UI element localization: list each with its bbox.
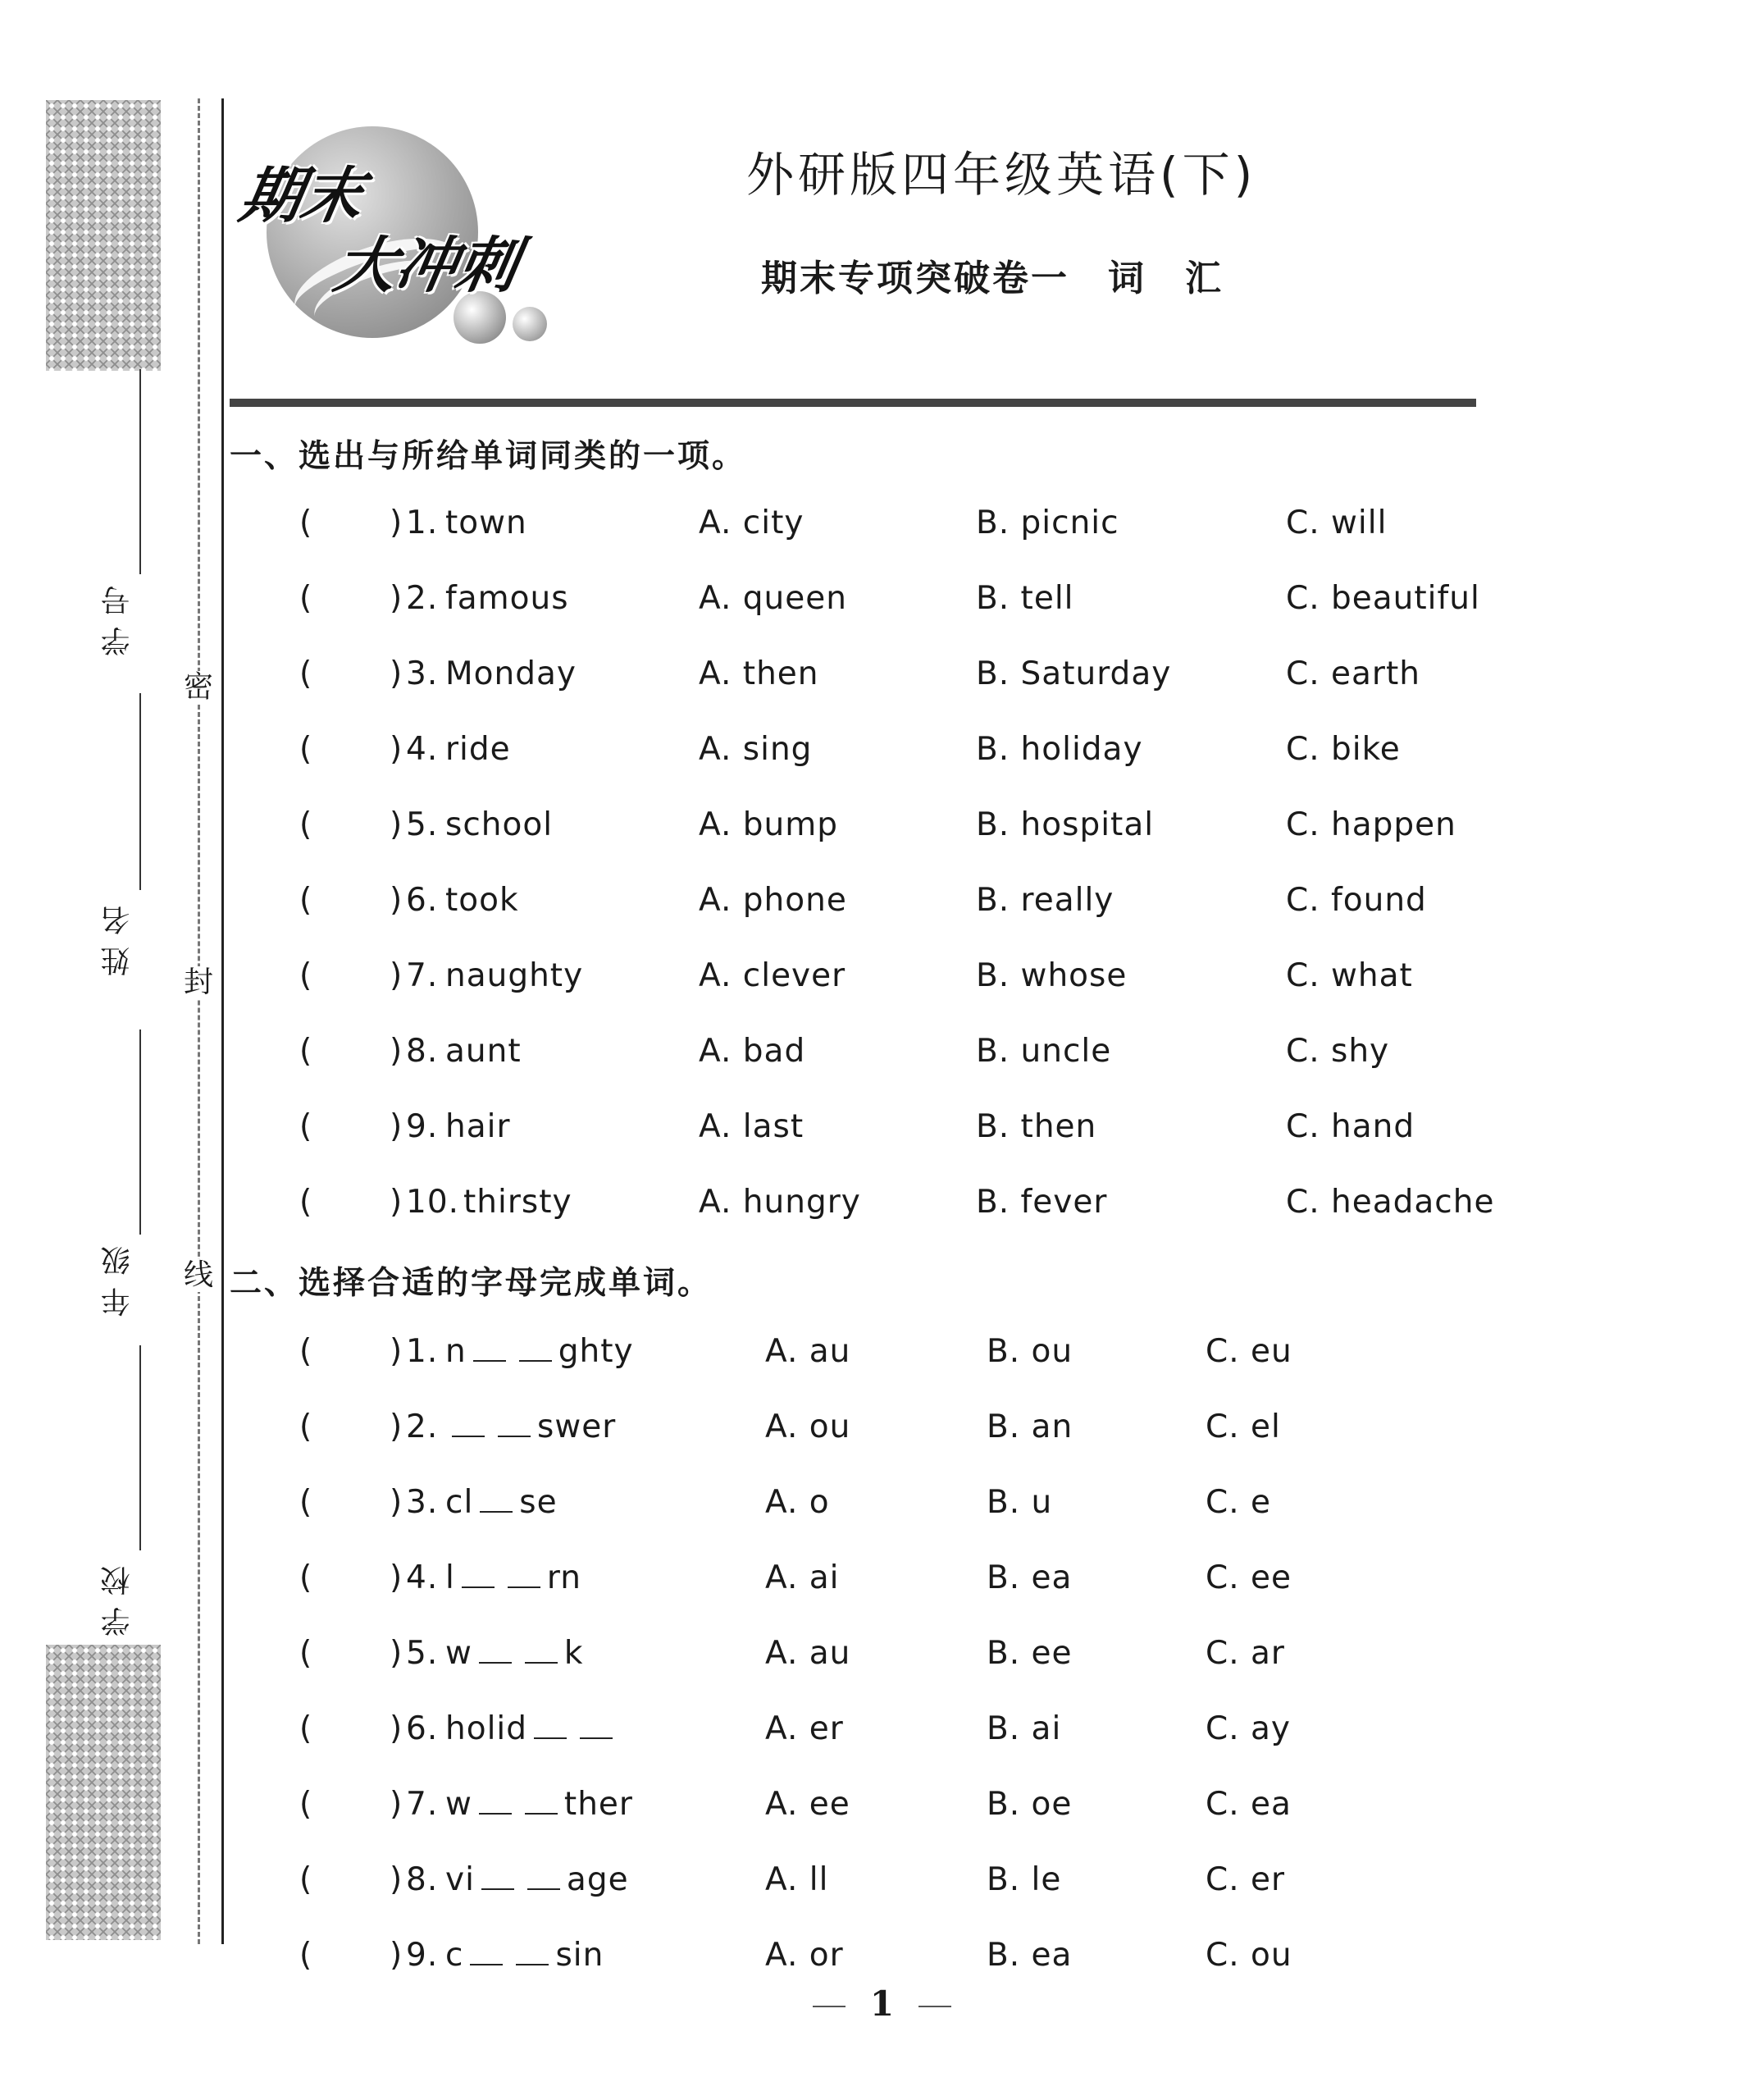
option-a[interactable]: A. er xyxy=(765,1710,844,1747)
question-word: thirsty xyxy=(463,1184,572,1221)
answer-field[interactable] xyxy=(316,1559,385,1596)
answer-field[interactable] xyxy=(316,1408,385,1445)
option-b[interactable]: B. ee xyxy=(987,1635,1073,1672)
question-row xyxy=(0,1786,1764,1835)
answer-paren-close: ) xyxy=(390,580,403,617)
option-c[interactable]: C. shy xyxy=(1286,1033,1390,1070)
answer-field[interactable] xyxy=(316,655,385,692)
answer-paren-open: ( xyxy=(299,1861,313,1898)
option-c[interactable]: C. hand xyxy=(1286,1108,1415,1145)
logo-text-line1: 期末 xyxy=(235,161,369,231)
question-row xyxy=(0,1861,1764,1911)
question-word: Monday xyxy=(445,655,577,692)
letter-blank[interactable] xyxy=(479,1788,512,1815)
option-a[interactable]: A. city xyxy=(699,504,805,541)
option-c[interactable]: C. will xyxy=(1286,504,1388,541)
option-b[interactable]: B. ou xyxy=(987,1333,1073,1370)
answer-paren-close: ) xyxy=(390,1710,403,1747)
option-b[interactable]: B. uncle xyxy=(976,1033,1112,1070)
option-b[interactable]: B. an xyxy=(987,1408,1073,1445)
option-a[interactable]: A. o xyxy=(765,1484,830,1521)
answer-field[interactable] xyxy=(316,1033,385,1070)
decorative-divider xyxy=(230,399,1476,407)
option-a[interactable]: A. bad xyxy=(699,1033,806,1070)
option-c[interactable]: C. eu xyxy=(1206,1333,1292,1370)
question-row xyxy=(0,806,1764,856)
word-suffix: ther xyxy=(563,1786,633,1823)
option-a[interactable]: A. ll xyxy=(765,1861,829,1898)
answer-paren-open: ( xyxy=(299,580,313,617)
option-b[interactable]: B. Saturday xyxy=(976,655,1172,692)
word-prefix: n xyxy=(445,1333,467,1370)
answer-field[interactable] xyxy=(316,1184,385,1221)
question-word-with-blanks xyxy=(445,1635,584,1672)
question-word: school xyxy=(445,806,554,843)
option-c[interactable]: C. happen xyxy=(1286,806,1456,843)
logo-ball-icon xyxy=(513,307,547,341)
section2-title: 二、选择合适的字母完成单词。 xyxy=(230,1265,713,1302)
answer-paren-close: ) xyxy=(390,1635,403,1672)
letter-blank[interactable] xyxy=(462,1562,495,1588)
word-prefix: w xyxy=(445,1786,472,1823)
question-row xyxy=(0,580,1764,629)
option-c[interactable]: C. what xyxy=(1286,957,1413,994)
answer-paren-close: ) xyxy=(390,806,403,843)
question-number: 9. xyxy=(406,1937,439,1974)
question-number: 9. xyxy=(406,1108,439,1145)
option-c[interactable]: C. el xyxy=(1206,1408,1281,1445)
question-word-with-blanks xyxy=(445,1333,634,1370)
word-prefix: c xyxy=(445,1937,464,1974)
answer-paren-open: ( xyxy=(299,1484,313,1521)
word-prefix: holid xyxy=(445,1710,528,1747)
letter-blank[interactable] xyxy=(580,1713,613,1739)
option-b[interactable]: B. le xyxy=(987,1861,1062,1898)
option-a[interactable]: A. au xyxy=(765,1333,851,1370)
option-b[interactable]: B. u xyxy=(987,1484,1053,1521)
answer-paren-close: ) xyxy=(390,1108,403,1145)
question-number: 3. xyxy=(406,1484,439,1521)
question-word-with-blanks xyxy=(445,1408,616,1445)
answer-paren-open: ( xyxy=(299,1937,313,1974)
letter-blank[interactable] xyxy=(452,1411,485,1437)
question-number: 8. xyxy=(406,1033,439,1070)
option-c[interactable]: C. earth xyxy=(1286,655,1420,692)
letter-blank[interactable] xyxy=(473,1335,506,1362)
answer-paren-open: ( xyxy=(299,1333,313,1370)
letter-blank[interactable] xyxy=(519,1335,552,1362)
answer-paren-open: ( xyxy=(299,655,313,692)
answer-paren-close: ) xyxy=(390,1184,403,1221)
option-c[interactable]: C. bike xyxy=(1286,731,1401,768)
option-a[interactable]: A. hungry xyxy=(699,1184,861,1221)
page-number-value: 1 xyxy=(869,1984,895,2024)
decorative-pattern-top xyxy=(46,100,161,371)
answer-paren-open: ( xyxy=(299,1033,313,1070)
word-prefix: l xyxy=(445,1559,455,1596)
answer-paren-close: ) xyxy=(390,882,403,919)
question-row xyxy=(0,655,1764,705)
question-row xyxy=(0,1333,1764,1382)
answer-field[interactable] xyxy=(316,580,385,617)
letter-blank[interactable] xyxy=(480,1486,513,1513)
answer-paren-open: ( xyxy=(299,1635,313,1672)
answer-field[interactable] xyxy=(316,1861,385,1898)
answer-paren-close: ) xyxy=(390,1861,403,1898)
option-c[interactable]: C. found xyxy=(1286,882,1427,919)
question-word: naughty xyxy=(445,957,584,994)
answer-field[interactable] xyxy=(316,957,385,994)
word-suffix: swer xyxy=(537,1408,617,1445)
option-a[interactable]: A. last xyxy=(699,1108,805,1145)
question-number: 1. xyxy=(406,1333,439,1370)
question-number: 10. xyxy=(406,1184,460,1221)
option-a[interactable]: A. ou xyxy=(765,1408,851,1445)
question-row xyxy=(0,1108,1764,1157)
option-c[interactable]: C. ar xyxy=(1206,1635,1285,1672)
option-b[interactable]: B. ea xyxy=(987,1937,1073,1974)
option-b[interactable]: B. tell xyxy=(976,580,1074,617)
word-prefix: cl xyxy=(445,1484,474,1521)
word-suffix: age xyxy=(566,1861,629,1898)
question-number: 2. xyxy=(406,580,439,617)
answer-field[interactable] xyxy=(316,1108,385,1145)
answer-paren-open: ( xyxy=(299,957,313,994)
question-row xyxy=(0,1710,1764,1760)
question-row xyxy=(0,1184,1764,1233)
option-b[interactable]: B. whose xyxy=(976,957,1128,994)
answer-field[interactable] xyxy=(316,731,385,768)
option-b[interactable]: B. fever xyxy=(976,1184,1108,1221)
answer-field[interactable] xyxy=(316,1710,385,1747)
word-suffix: ghty xyxy=(558,1333,634,1370)
question-number: 7. xyxy=(406,1786,439,1823)
question-number: 4. xyxy=(406,731,439,768)
answer-paren-open: ( xyxy=(299,1108,313,1145)
letter-blank[interactable] xyxy=(470,1939,503,1965)
option-b[interactable]: B. ea xyxy=(987,1559,1073,1596)
question-word: town xyxy=(445,504,527,541)
question-number: 5. xyxy=(406,806,439,843)
page-title: 外研版四年级英语(下) xyxy=(746,147,1257,203)
word-suffix: se xyxy=(519,1484,558,1521)
letter-blank[interactable] xyxy=(498,1411,531,1437)
option-c[interactable]: C. headache xyxy=(1286,1184,1495,1221)
option-b[interactable]: B. ai xyxy=(987,1710,1062,1747)
word-prefix: w xyxy=(445,1635,472,1672)
question-number: 8. xyxy=(406,1861,439,1898)
option-a[interactable]: A. au xyxy=(765,1635,851,1672)
answer-paren-close: ) xyxy=(390,1937,403,1974)
answer-paren-close: ) xyxy=(390,731,403,768)
final-sprint-logo xyxy=(234,123,562,357)
answer-field[interactable] xyxy=(316,504,385,541)
answer-paren-open: ( xyxy=(299,504,313,541)
question-word: famous xyxy=(445,580,569,617)
name-label: 姓名 xyxy=(101,894,134,976)
option-b[interactable]: B. oe xyxy=(987,1786,1073,1823)
answer-paren-open: ( xyxy=(299,1184,313,1221)
answer-field[interactable] xyxy=(316,882,385,919)
letter-blank[interactable] xyxy=(534,1713,567,1739)
option-b[interactable]: B. then xyxy=(976,1108,1097,1145)
seal-xian-label: 线 xyxy=(183,1258,213,1292)
option-a[interactable]: A. sing xyxy=(699,731,813,768)
question-word-with-blanks xyxy=(445,1559,581,1596)
letter-blank[interactable] xyxy=(516,1939,549,1965)
question-word-with-blanks xyxy=(445,1937,604,1974)
question-row xyxy=(0,1484,1764,1533)
option-a[interactable]: A. then xyxy=(699,655,819,692)
question-row xyxy=(0,1635,1764,1684)
page-subtitle: 期末专项突破卷一 词 汇 xyxy=(761,258,1224,299)
word-suffix: rn xyxy=(546,1559,581,1596)
question-word: aunt xyxy=(445,1033,522,1070)
letter-blank[interactable] xyxy=(508,1562,540,1588)
option-c[interactable]: C. ee xyxy=(1206,1559,1292,1596)
word-prefix: vi xyxy=(445,1861,475,1898)
answer-paren-close: ) xyxy=(390,1484,403,1521)
option-a[interactable]: A. bump xyxy=(699,806,839,843)
option-c[interactable]: C. beautiful xyxy=(1286,580,1480,617)
section1-title: 一、选出与所给单词同类的一项。 xyxy=(230,438,747,475)
option-c[interactable]: C. ou xyxy=(1206,1937,1292,1974)
question-word-with-blanks xyxy=(445,1786,633,1823)
answer-field[interactable] xyxy=(316,1333,385,1370)
question-number: 5. xyxy=(406,1635,439,1672)
option-b[interactable]: B. picnic xyxy=(976,504,1119,541)
question-word: took xyxy=(445,882,519,919)
page-number-dash xyxy=(813,2006,846,2007)
answer-field[interactable] xyxy=(316,806,385,843)
logo-text-line2: 大冲刺 xyxy=(329,231,524,301)
answer-paren-close: ) xyxy=(390,1559,403,1596)
answer-paren-close: ) xyxy=(390,1333,403,1370)
option-a[interactable]: A. phone xyxy=(699,882,847,919)
answer-paren-close: ) xyxy=(390,504,403,541)
question-word-with-blanks xyxy=(445,1710,619,1747)
question-row xyxy=(0,1559,1764,1609)
answer-field[interactable] xyxy=(316,1484,385,1521)
question-word: ride xyxy=(445,731,511,768)
question-word-with-blanks xyxy=(445,1861,629,1898)
option-b[interactable]: B. really xyxy=(976,882,1114,919)
option-c[interactable]: C. er xyxy=(1206,1861,1286,1898)
answer-paren-open: ( xyxy=(299,806,313,843)
question-number: 7. xyxy=(406,957,439,994)
letter-blank[interactable] xyxy=(525,1637,558,1664)
question-row xyxy=(0,731,1764,780)
question-number: 6. xyxy=(406,1710,439,1747)
letter-blank[interactable] xyxy=(479,1637,512,1664)
option-a[interactable]: A. queen xyxy=(699,580,847,617)
option-a[interactable]: A. clever xyxy=(699,957,846,994)
student-id-label: 学号 xyxy=(101,574,134,656)
name-fill-line[interactable] xyxy=(139,693,141,890)
option-a[interactable]: A. ai xyxy=(765,1559,840,1596)
question-row xyxy=(0,504,1764,554)
answer-paren-open: ( xyxy=(299,1408,313,1445)
question-word: hair xyxy=(445,1108,511,1145)
question-number: 2. xyxy=(406,1408,439,1445)
question-row xyxy=(0,957,1764,1007)
grade-label: 年级 xyxy=(101,1235,134,1317)
answer-field[interactable] xyxy=(316,1635,385,1672)
question-number: 6. xyxy=(406,882,439,919)
option-c[interactable]: C. ay xyxy=(1206,1710,1292,1747)
option-c[interactable]: C. e xyxy=(1206,1484,1272,1521)
seal-mi-label: 密 xyxy=(183,670,213,704)
answer-paren-open: ( xyxy=(299,1786,313,1823)
answer-paren-close: ) xyxy=(390,1786,403,1823)
option-b[interactable]: B. holiday xyxy=(976,731,1143,768)
word-suffix: sin xyxy=(555,1937,604,1974)
question-number: 1. xyxy=(406,504,439,541)
answer-field[interactable] xyxy=(316,1937,385,1974)
question-row xyxy=(0,1937,1764,1986)
letter-blank[interactable] xyxy=(525,1788,558,1815)
seal-feng-label: 封 xyxy=(183,966,213,999)
answer-paren-open: ( xyxy=(299,882,313,919)
question-word-with-blanks xyxy=(445,1484,558,1521)
school-label: 学校 xyxy=(101,1554,134,1637)
question-row xyxy=(0,882,1764,931)
question-number: 4. xyxy=(406,1559,439,1596)
answer-field[interactable] xyxy=(316,1786,385,1823)
question-row xyxy=(0,1033,1764,1082)
letter-blank[interactable] xyxy=(481,1864,514,1890)
answer-paren-close: ) xyxy=(390,957,403,994)
option-b[interactable]: B. hospital xyxy=(976,806,1155,843)
answer-paren-open: ( xyxy=(299,1710,313,1747)
answer-paren-open: ( xyxy=(299,731,313,768)
question-number: 3. xyxy=(406,655,439,692)
option-a[interactable]: A. or xyxy=(765,1937,844,1974)
letter-blank[interactable] xyxy=(527,1864,560,1890)
question-row xyxy=(0,1408,1764,1458)
answer-paren-close: ) xyxy=(390,655,403,692)
word-suffix: k xyxy=(563,1635,584,1672)
page-number xyxy=(0,1984,1764,2024)
answer-paren-open: ( xyxy=(299,1559,313,1596)
option-c[interactable]: C. ea xyxy=(1206,1786,1292,1823)
answer-paren-close: ) xyxy=(390,1033,403,1070)
page-number-dash xyxy=(918,2006,951,2007)
answer-paren-close: ) xyxy=(390,1408,403,1445)
option-a[interactable]: A. ee xyxy=(765,1786,850,1823)
